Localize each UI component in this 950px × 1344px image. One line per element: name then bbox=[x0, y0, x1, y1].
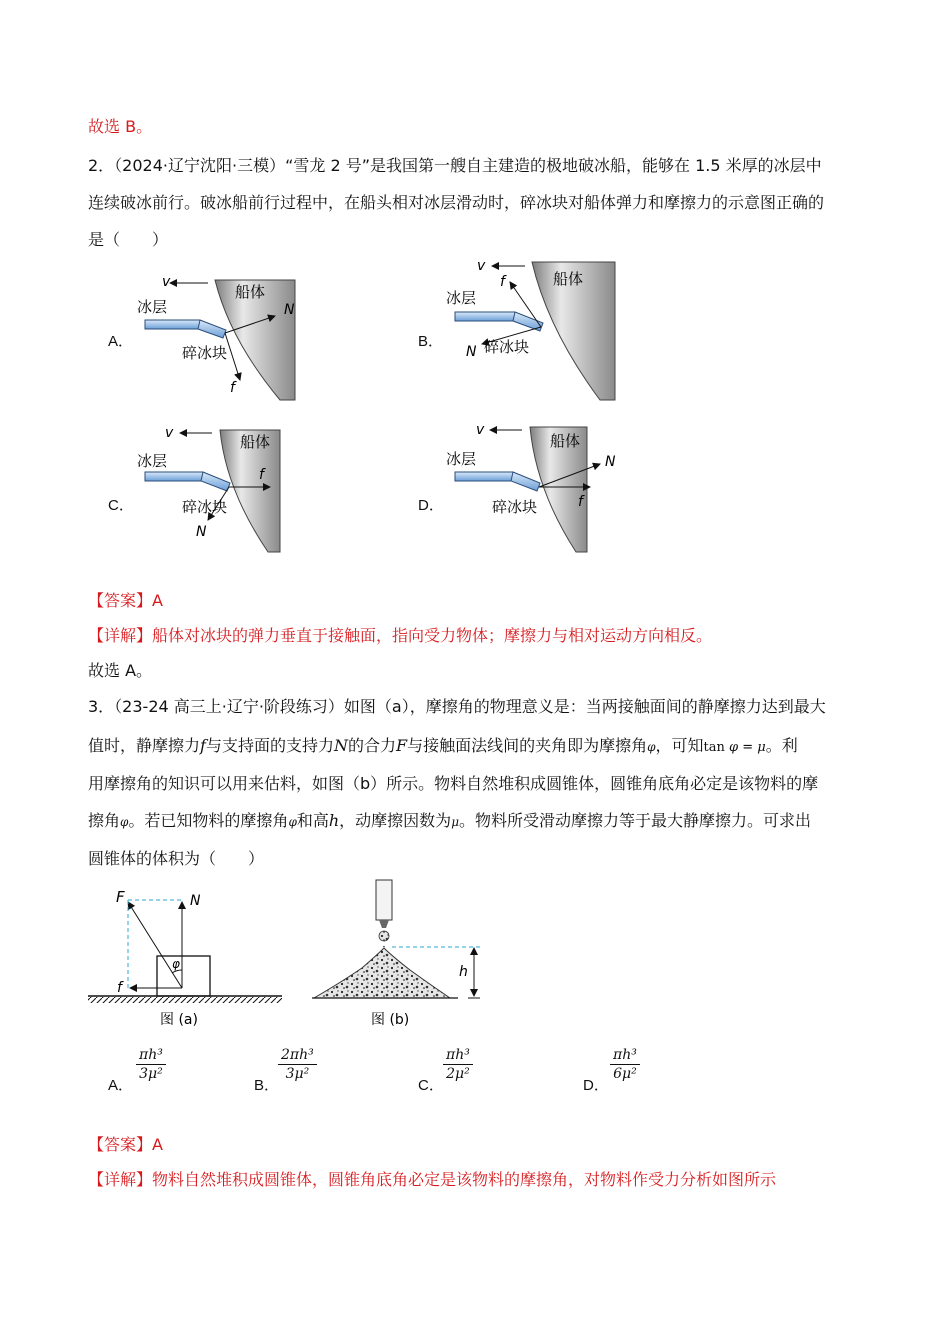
fig-a-f-label: f bbox=[117, 980, 122, 996]
ice-layer-label-a: 冰层 bbox=[137, 298, 168, 316]
hull-label-d: 船体 bbox=[550, 432, 581, 450]
q2-option-b-label: B． bbox=[418, 333, 444, 350]
q2-stem-line-2: 连续破冰前行。破冰船前行过程中，在船头相对冰层滑动时，碎冰块对船体弹力和摩擦力的示意图正确的 bbox=[88, 193, 825, 212]
q3-answer: 【答案】A bbox=[88, 1135, 163, 1154]
q2-option-d-label: D． bbox=[418, 497, 444, 514]
n-label-d: N bbox=[605, 454, 616, 470]
ice-chunk-label-b: 碎冰块 bbox=[484, 338, 530, 356]
f-label-d: f bbox=[578, 494, 583, 510]
figure-b bbox=[312, 880, 480, 1028]
fig-a-caption: 图 (a) bbox=[160, 1012, 198, 1028]
f-label-a: f bbox=[230, 380, 235, 396]
q3-explanation: 【详解】物料自然堆积成圆锥体，圆锥角底角必定是该物料的摩擦角，对物料作受力分析如图所示 bbox=[88, 1170, 777, 1189]
v-label-c: v bbox=[165, 425, 174, 441]
q3-option-a-label: A． bbox=[108, 1077, 134, 1094]
q2-option-a-label: A． bbox=[108, 333, 134, 350]
q2-explanation: 【详解】船体对冰块的弹力垂直于接触面，指向受力物体；摩擦力与相对运动方向相反。 bbox=[88, 626, 713, 645]
q3-option-c-label: C． bbox=[418, 1077, 444, 1094]
fig-a-phi-label: φ bbox=[172, 957, 180, 971]
f-label-c: f bbox=[259, 467, 264, 483]
hull-label-b: 船体 bbox=[553, 270, 584, 288]
n-label-a: N bbox=[284, 302, 295, 318]
q2-answer: 【答案】A bbox=[88, 591, 163, 610]
v-label-a: v bbox=[162, 274, 171, 290]
q2-stem-line-1: 2．（2024·辽宁沈阳·三模）“雪龙 2 号”是我国第一艘自主建造的极地破冰船，能够在 1.5 米厚的冰层中 bbox=[88, 156, 822, 175]
q3-option-b-formula: $\frac{\text{2πh³}}{\text{3μ²}}$ bbox=[278, 1047, 317, 1082]
figure-a bbox=[88, 888, 282, 1028]
ice-chunk-label-a: 碎冰块 bbox=[182, 344, 228, 362]
ice-chunk-label-d: 碎冰块 bbox=[492, 498, 538, 516]
q3-option-d-formula: $\frac{\text{πh³}}{\text{6μ²}}$ bbox=[610, 1047, 640, 1082]
q2-diagrams bbox=[0, 250, 950, 570]
n-label-b: N bbox=[466, 344, 477, 360]
q3-option-d-label: D． bbox=[583, 1077, 609, 1094]
q3-figures bbox=[0, 878, 950, 1038]
hull-label-c: 船体 bbox=[240, 433, 271, 451]
fig-b-caption: 图 (b) bbox=[371, 1012, 410, 1028]
fig-b-h-label: h bbox=[459, 964, 468, 980]
ice-layer-label-d: 冰层 bbox=[446, 450, 477, 468]
v-label-d: v bbox=[476, 422, 485, 438]
q2-diagram-a bbox=[137, 274, 295, 400]
q3-option-b-label: B． bbox=[254, 1077, 280, 1094]
q3-stem-line-3: 用摩擦角的知识可以用来估料，如图（b）所示。物料自然堆积成圆锥体，圆锥角底角必定是该物料的摩 bbox=[88, 774, 819, 793]
ice-layer-label-c: 冰层 bbox=[137, 452, 168, 470]
q3-option-c-formula: $\frac{\text{πh³}}{\text{2μ²}}$ bbox=[443, 1047, 473, 1082]
q2-diagram-d bbox=[446, 422, 616, 552]
f-label-b: f bbox=[500, 274, 505, 290]
q2-option-c-label: C． bbox=[108, 497, 134, 514]
fig-a-F-label: F bbox=[116, 888, 125, 906]
prev-conclusion: 故选 B。 bbox=[88, 117, 153, 136]
q3-option-a-formula: $\frac{\text{πh³}}{\text{3μ²}}$ bbox=[136, 1047, 166, 1082]
q3-stem-line-5: 圆锥体的体积为（ ） bbox=[88, 849, 265, 868]
hull-label-a: 船体 bbox=[235, 283, 266, 301]
q2-conclusion: 故选 A。 bbox=[88, 661, 153, 680]
q2-stem-line-3: 是（ ） bbox=[88, 230, 169, 249]
q2-diagram-b bbox=[446, 258, 615, 400]
q3-stem-line-4: 擦角φ。若已知物料的摩擦角φ和高h，动摩擦因数为μ。物料所受滑动摩擦力等于最大静摩擦力。可求出 bbox=[88, 811, 812, 830]
q3-stem-line-1: 3．（23-24 高三上·辽宁·阶段练习）如图（a），摩擦角的物理意义是：当两接触面间的静摩擦力达到最大 bbox=[88, 697, 826, 716]
n-label-c: N bbox=[196, 524, 207, 540]
fig-a-N-label: N bbox=[190, 893, 201, 909]
ice-layer-label-b: 冰层 bbox=[446, 289, 477, 307]
ice-chunk-label-c: 碎冰块 bbox=[182, 498, 228, 516]
q2-diagram-c bbox=[137, 425, 280, 552]
q3-stem-line-2: 值时，静摩擦力f与支持面的支持力N的合力F与接触面法线间的夹角即为摩擦角φ，可知tan φ = μ。利 bbox=[88, 736, 798, 755]
v-label-b: v bbox=[477, 258, 486, 274]
